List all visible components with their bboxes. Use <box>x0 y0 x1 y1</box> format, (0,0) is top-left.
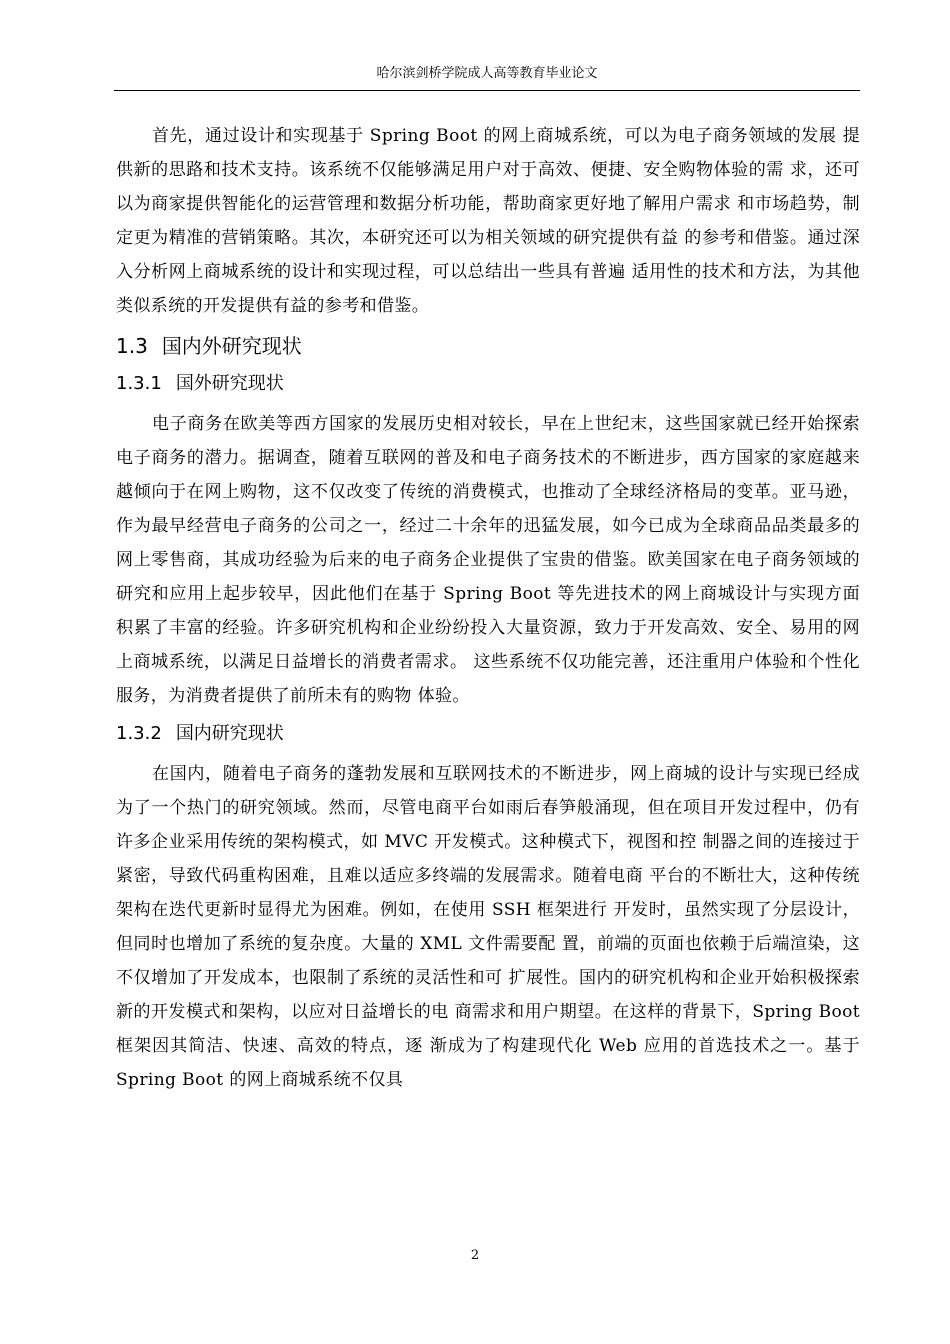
foreign-research-paragraph: 电子商务在欧美等西方国家的发展历史相对较长，早在上世纪末，这些国家就已经开始探索电子商务的潜力。据调查，随着互联网的普及和电子商务技术的不断进步，西方国家的家庭越来越倾向于在网上购物，这不仅改变了传统的消费模式，也推动了全球经济格局的变革。亚马逊，作为最早经营电子商务的公司之一，经过二十余年的迅猛发展，如今已成为全球商品品类最多的网上零售商，其成功经验为后来的电子商务企业提供了宝贵的借鉴。欧美国家在电子商务领域的研究和应用上起步较早，因此他们在基于 Spring Boot 等先进技术的网上商城设计与实现方面积累了丰富的经验。许多研究机构和企业纷纷投入大量资源，致力于开发高效、安全、易用的网上商城系统，以满足日益增长的消费者需求。 这些系统不仅功能完善，还注重用户体验和个性化服务，为消费者提供了前所未有的购物 体验。 <box>116 414 860 706</box>
running-header <box>114 64 860 91</box>
section-heading-1-3 <box>116 329 860 363</box>
subsection-number: 1.3.2 <box>116 723 162 744</box>
domestic-research-paragraph: 在国内，随着电子商务的蓬勃发展和互联网技术的不断进步，网上商城的设计与实现已经成为了一个热门的研究领域。然而，尽管电商平台如雨后春笋般涌现，但在项目开发过程中，仍有许多企业采用传统的架构模式，如 MVC 开发模式。这种模式下，视图和控 制器之间的连接过于紧密，导致代码重构困难，且难以适应多终端的发展需求。随着电商 平台的不断壮大，这种传统架构在迭代更新时显得尤为困难。例如，在使用 SSH 框架进行 开发时，虽然实现了分层设计，但同时也增加了系统的复杂度。大量的 XML 文件需要配 置，前端的页面也依赖于后端渲染，这不仅增加了开发成本，也限制了系统的灵活性和可 扩展性。国内的研究机构和企业开始积极探索新的开发模式和架构，以应对日益增长的电 商需求和用户期望。在这样的背景下，Spring Boot 框架因其简洁、快速、高效的特点，逐 渐成为了构建现代化 Web 应用的首选技术之一。基于 Spring Boot 的网上商城系统不仅具 <box>116 764 860 1090</box>
page-number: 2 <box>470 1248 480 1263</box>
page-content <box>116 119 860 1097</box>
subsection-number: 1.3.1 <box>116 373 162 394</box>
section-number: 1.3 <box>116 334 148 358</box>
subsection-heading-1-3-1 <box>116 367 860 401</box>
intro-paragraph: 首先，通过设计和实现基于 Spring Boot 的网上商城系统，可以为电子商务领域的发展 提供新的思路和技术支持。该系统不仅能够满足用户对于高效、便捷、安全购物体验的需 求，还可以为商家提供智能化的运营管理和数据分析功能，帮助商家更好地了解用户需求 和市场趋势，制定更为精准的营销策略。其次，本研究还可以为相关领域的研究提供有益 的参考和借鉴。通过深入分析网上商城系统的设计和实现过程，可以总结出一些具有普遍 适用性的技术和方法，为其他类似系统的开发提供有益的参考和借鉴。 <box>116 126 860 316</box>
section-title: 国内外研究现状 <box>161 334 302 358</box>
subsection-heading-1-3-2 <box>116 717 860 751</box>
subsection-title: 国内研究现状 <box>175 723 284 744</box>
subsection-title: 国外研究现状 <box>175 373 284 394</box>
header-title: 哈尔滨剑桥学院成人高等教育毕业论文 <box>376 66 598 81</box>
